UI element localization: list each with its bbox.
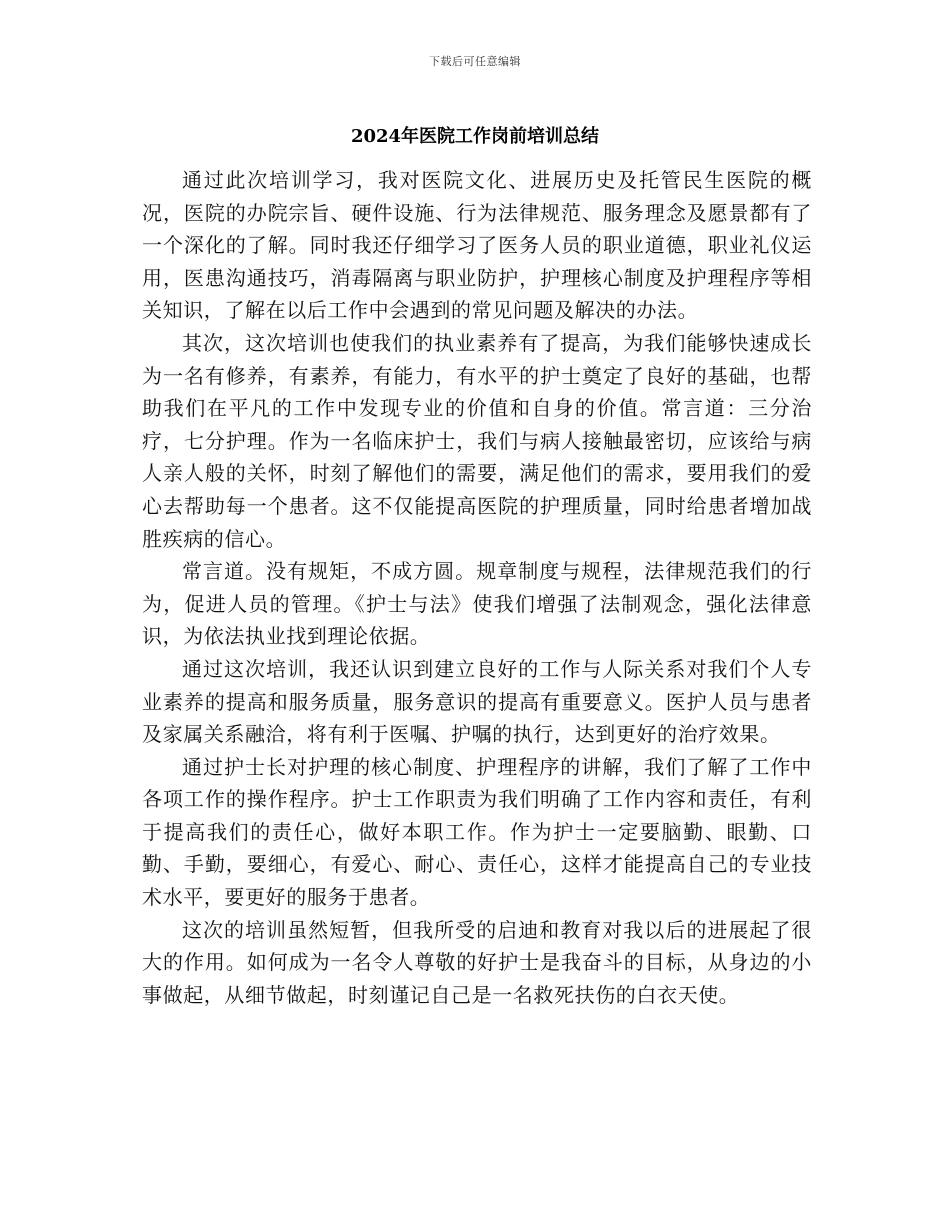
paragraph-6: 这次的培训虽然短暂，但我所受的启迪和教育对我以后的进展起了很大的作用。如何成为一名令人尊敬的好护士是我奋斗的目标，从身边的小事做起，从细节做起，时刻谨记自己是一名救死扶伤的白衣天使。: [142, 917, 812, 1007]
paragraph-5: 通过护士长对护理的核心制度、护理程序的讲解，我们了解了工作中各项工作的操作程序。护士工作职责为我们明确了工作内容和责任，有利于提高我们的责任心，做好本职工作。作为护士一定要脑勤、眼勤、口勤、手勤，要细心，有爱心、耐心、责任心，这样才能提高自己的专业技术水平，要更好的服务于患者。: [142, 754, 812, 910]
document-body: [142, 164, 812, 1011]
paragraph-3: 常言道。没有规矩，不成方圆。规章制度与规程，法律规范我们的行为，促进人员的管理。《护士与法》使我们增强了法制观念，强化法律意识，为依法执业找到理论依据。: [142, 559, 812, 649]
paragraph-4: 通过这次培训，我还认识到建立良好的工作与人际关系对我们个人专业素养的提高和服务质量，服务意识的提高有重要意义。医护人员与患者及家属关系融洽，将有利于医嘱、护嘱的执行，达到更好的治疗效果。: [142, 656, 812, 747]
paragraph-2: 其次，这次培训也使我们的执业素养有了提高，为我们能够快速成长为一名有修养，有素养，有能力，有水平的护士奠定了良好的基础，也帮助我们在平凡的工作中发现专业的价值和自身的价值。常言道：三分治疗，七分护理。作为一名临床护士，我们与病人接触最密切，应该给与病人亲人般的关怀，时刻了解他们的需要，满足他们的需求，要用我们的爱心去帮助每一个患者。这不仅能提高医院的护理质量，同时给患者增加战胜疾病的信心。: [142, 330, 812, 551]
paragraph-1: 通过此次培训学习，我对医院文化、进展历史及托管民生医院的概况，医院的办院宗旨、硬件设施、行为法律规范、服务理念及愿景都有了一个深化的了解。同时我还仔细学习了医务人员的职业道德，职业礼仪运用，医患沟通技巧，消毒隔离与职业防护，护理核心制度及护理程序等相关知识，了解在以后工作中会遇到的常见问题及解决的办法。: [142, 168, 812, 323]
document-title: 2024年医院工作岗前培训总结: [350, 126, 600, 147]
header-note: 下载后可任意编辑: [429, 55, 521, 68]
